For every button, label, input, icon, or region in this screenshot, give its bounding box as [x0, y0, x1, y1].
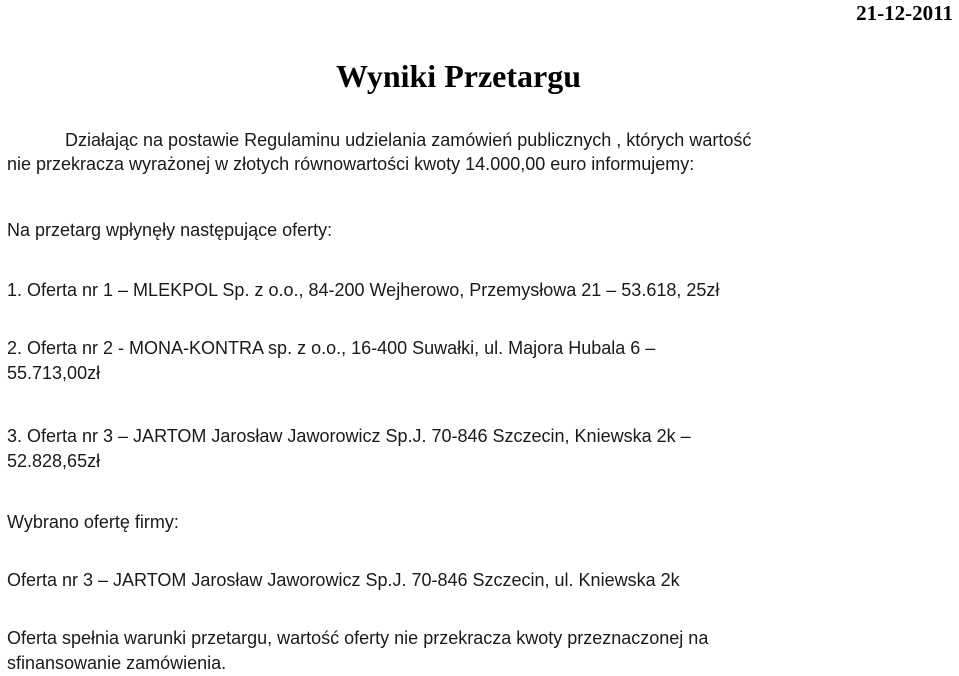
offer-item-2	[7, 336, 655, 386]
offer-item-3-line-2: 52.828,65zł	[7, 451, 101, 471]
selected-offer: Oferta nr 3 – JARTOM Jarosław Jaworowicz Sp.J. 70-846 Szczecin, ul. Kniewska 2k	[7, 570, 680, 590]
offer-item-3-line-1: 3. Oferta nr 3 – JARTOM Jarosław Jaworowicz Sp.J. 70-846 Szczecin, Kniewska 2k –	[7, 426, 691, 446]
offer-item-2-line-2: 55.713,00zł	[7, 363, 101, 383]
conclusion-paragraph	[7, 626, 708, 676]
intro-line-2: nie przekracza wyrażonej w złotych równowartości kwoty 14.000,00 euro informujemy:	[7, 154, 695, 174]
conclusion-line-2: sfinansowanie zamówienia.	[7, 653, 227, 673]
offers-heading: Na przetarg wpłynęły następujące oferty:	[7, 220, 333, 240]
document-date: 21-12-2011	[856, 1, 953, 25]
intro-line-1: Działając na postawie Regulaminu udzielania zamówień publicznych , których wartość	[65, 130, 752, 150]
selected-heading: Wybrano ofertę firmy:	[7, 512, 179, 532]
offer-item-2-line-1: 2. Oferta nr 2 - MONA-KONTRA sp. z o.o., 16-400 Suwałki, ul. Majora Hubala 6 –	[7, 338, 656, 358]
offer-item-1: 1. Oferta nr 1 – MLEKPOL Sp. z o.o., 84-200 Wejherowo, Przemysłowa 21 – 53.618, 25zł	[7, 280, 720, 300]
page-title: Wyniki Przetargu	[336, 58, 581, 94]
offer-item-3	[7, 424, 691, 474]
conclusion-line-1: Oferta spełnia warunki przetargu, wartość oferty nie przekracza kwoty przeznaczonej na	[7, 628, 709, 648]
intro-paragraph	[7, 128, 952, 176]
